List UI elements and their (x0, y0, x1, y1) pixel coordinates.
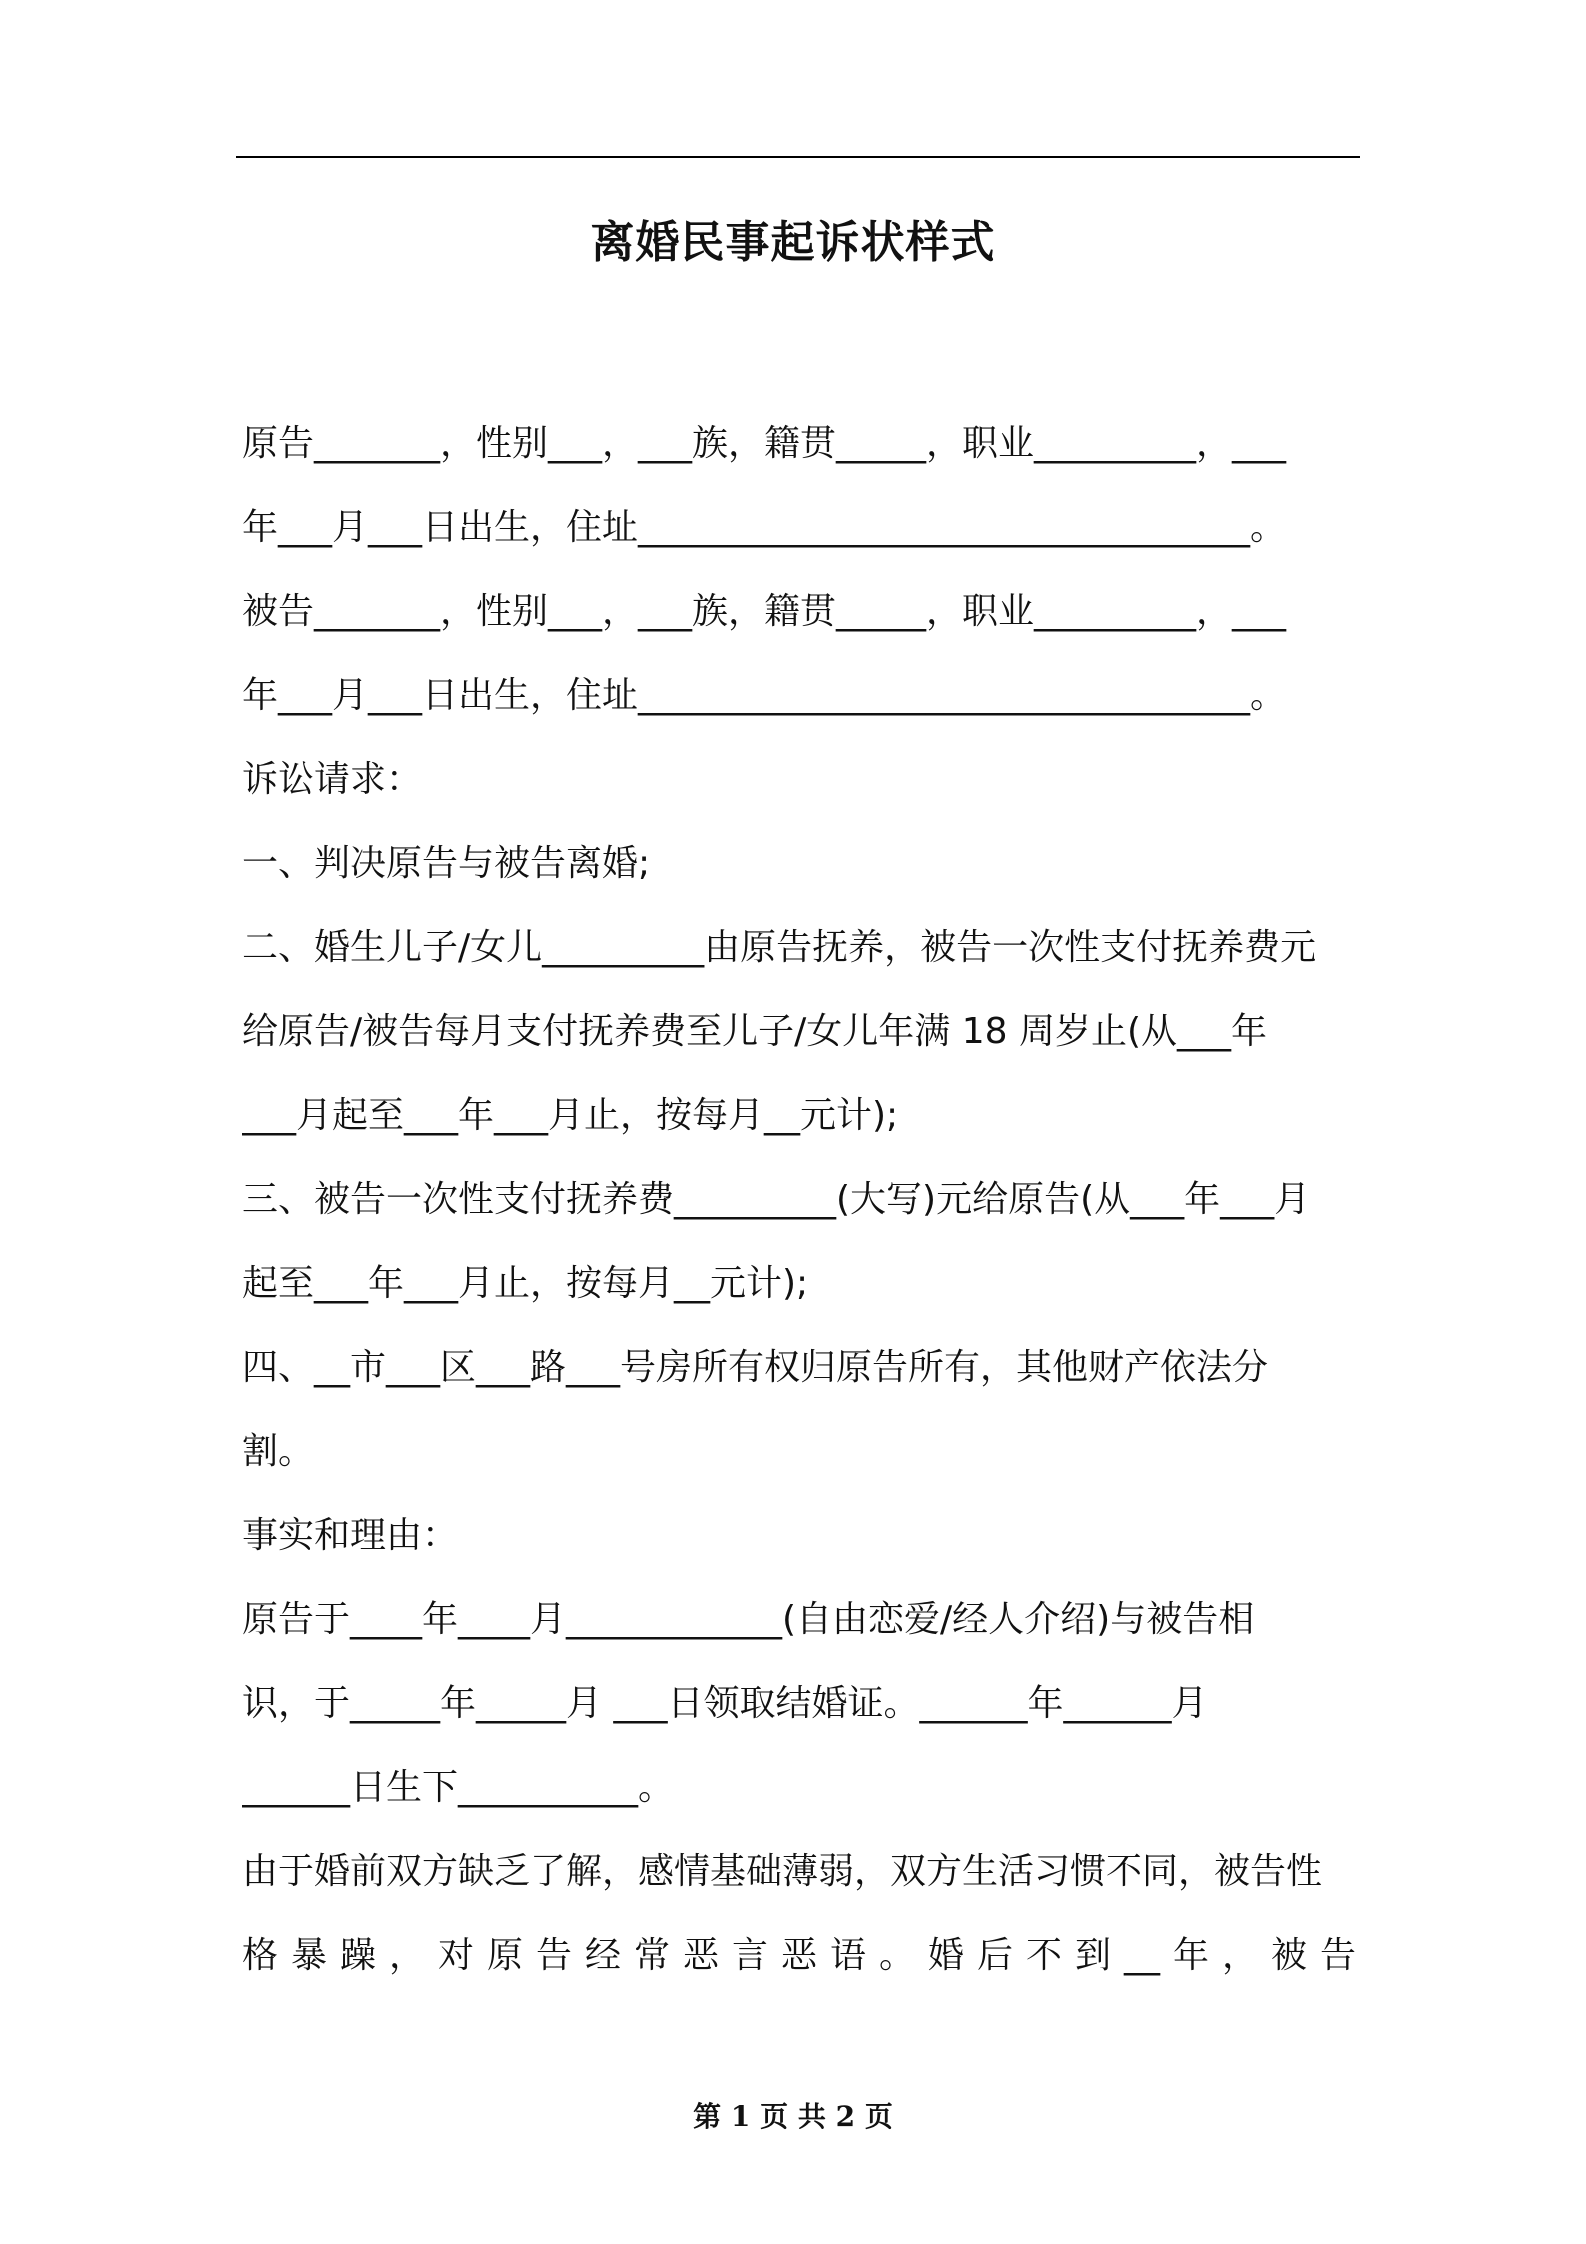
text-line: 三、被告一次性支付抚养费_________(大写)元给原告(从___年___月 (242, 1179, 1311, 1220)
text-line: 格暴躁，对原告经常恶言恶语。婚后不到__年，被告 (242, 1935, 1356, 1976)
text-line: 四、__市___区___路___号房所有权归原告所有，其他财产依法分 (242, 1347, 1269, 1388)
page-number: 第 1 页 共 2 页 (693, 2100, 893, 2133)
text-line: 一、判决原告与被告离婚; (242, 843, 651, 884)
text-line: ___月起至___年___月止，按每月__元计); (242, 1095, 899, 1136)
header-rule (236, 156, 1360, 158)
text-line: 年___月___日出生，住址__________________________________。 (242, 507, 1287, 548)
document-body (242, 402, 1356, 1998)
text-line: 由于婚前双方缺乏了解，感情基础薄弱，双方生活习惯不同，被告性 (242, 1851, 1323, 1892)
section-heading: 诉讼请求： (242, 759, 423, 800)
section-heading: 事实和理由： (242, 1515, 459, 1556)
text-line: 被告_______，性别___，___族，籍贯_____，职业_________，___ (242, 591, 1287, 632)
text-line: ______日生下__________。 (242, 1767, 675, 1808)
text-line: 年___月___日出生，住址__________________________________。 (242, 675, 1287, 716)
text-line: 给原告/被告每月支付抚养费至儿子/女儿年满 18 周岁止(从___年 (242, 1011, 1267, 1052)
text-line: 二、婚生儿子/女儿_________由原告抚养，被告一次性支付抚养费元 (242, 927, 1317, 968)
text-line: 识，于_____年_____月 ___日领取结婚证。______年______月 (242, 1683, 1208, 1724)
text-line: 原告_______，性别___，___族，籍贯_____，职业_________，___ (242, 423, 1287, 464)
text-line: 起至___年___月止，按每月__元计); (242, 1263, 809, 1304)
text-line: 割。 (242, 1431, 315, 1472)
document-title: 离婚民事起诉状样式 (590, 217, 996, 268)
text-line: 原告于____年____月____________(自由恋爱/经人介绍)与被告相 (242, 1599, 1255, 1640)
